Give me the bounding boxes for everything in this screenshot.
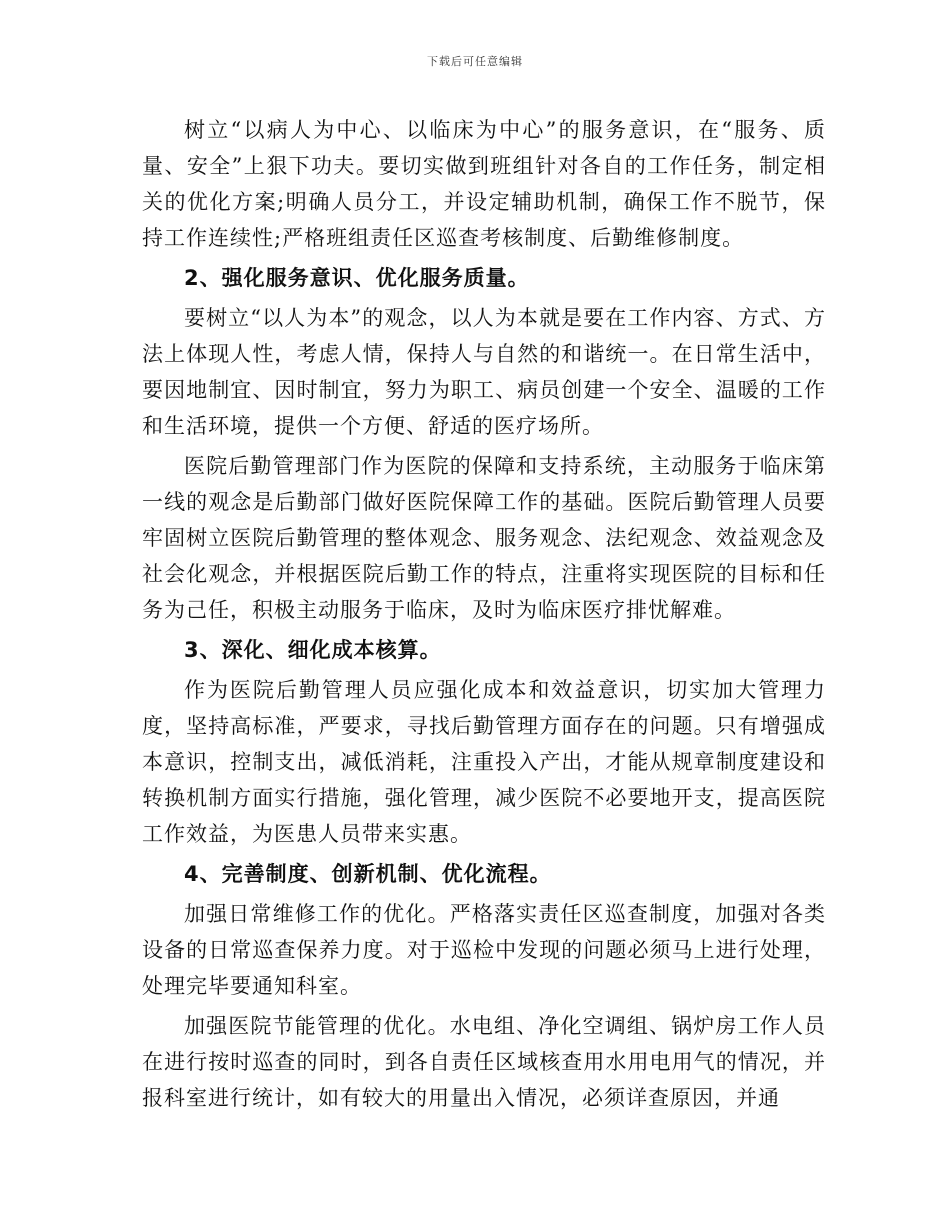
- paragraph-service-awareness: 树立“以病人为中心、以临床为中心”的服务意识，在“服务、质量、安全”上狠下功夫。要切实做到班组针对各自的工作任务，制定相关的优化方案;明确人员分工，并设定辅助机制，确保工作不脱节，保持工作连续性;严格班组责任区巡查考核制度、后勤维修制度。: [142, 118, 826, 250]
- paragraph-logistics-department: 医院后勤管理部门作为医院的保障和支持系统，主动服务于临床第一线的观念是后勤部门做好医院保障工作的基础。医院后勤管理人员要牢固树立医院后勤管理的整体观念、服务观念、法纪观念、效益观念及社会化观念，并根据医院后勤工作的特点，注重将实现医院的目标和任务为己任，积极主动服务于临床，及时为临床医疗排忧解难。: [142, 454, 826, 622]
- paragraph-people-oriented: 要树立“以人为本”的观念，以人为本就是要在工作内容、方式、方法上体现人性，考虑人情，保持人与自然的和谐统一。在日常生活中，要因地制宜、因时制宜，努力为职工、病员创建一个安全、温暖的工作和生活环境，提供一个方便、舒适的医疗场所。: [142, 306, 826, 438]
- paragraph-maintenance: 加强日常维修工作的优化。严格落实责任区巡查制度，加强对各类设备的日常巡查保养力度。对于巡检中发现的问题必须马上进行处理，处理完毕要通知科室。: [142, 902, 826, 998]
- paragraph-energy-saving: 加强医院节能管理的优化。水电组、净化空调组、锅炉房工作人员在进行按时巡查的同时，到各自责任区域核查用水用电用气的情况，并报科室进行统计，如有较大的用量出入情况，必须详查原因，并通: [142, 1014, 826, 1110]
- paragraph-cost-accounting: 作为医院后勤管理人员应强化成本和效益意识，切实加大管理力度，坚持高标准，严要求，寻找后勤管理方面存在的问题。只有增强成本意识，控制支出，减低消耗，注重投入产出，才能从规章制度建设和转换机制方面实行措施，强化管理，减少医院不必要地开支，提高医院工作效益，为医患人员带来实惠。: [142, 678, 826, 846]
- document-body: [142, 112, 826, 1120]
- section-heading-2: 2、强化服务意识、优化服务质量。: [184, 266, 530, 290]
- section-heading-3: 3、深化、细化成本核算。: [184, 638, 442, 662]
- page-header: 下载后可任意编辑: [427, 55, 523, 68]
- section-heading-4: 4、完善制度、创新机制、优化流程。: [184, 862, 552, 886]
